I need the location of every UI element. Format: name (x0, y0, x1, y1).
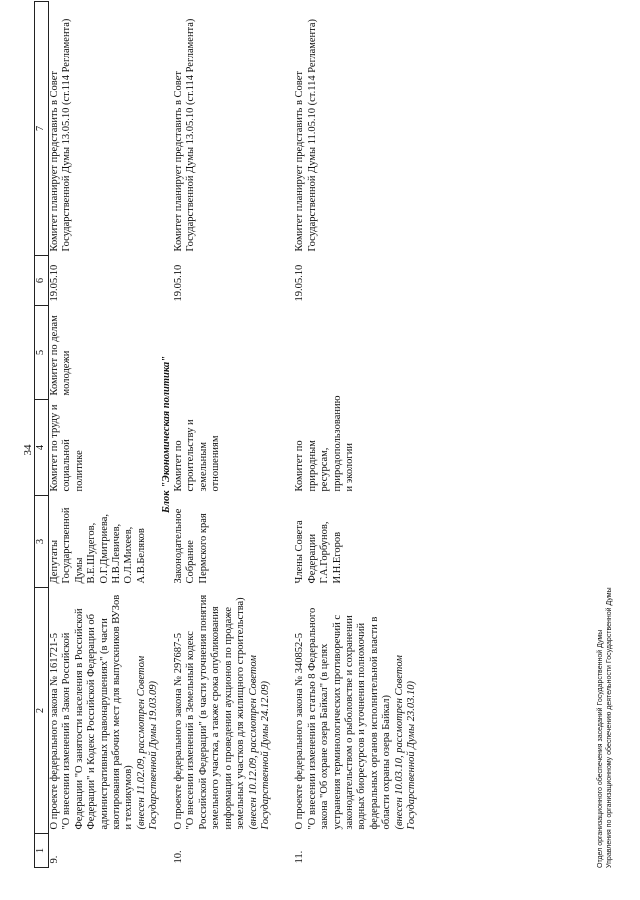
co-committee (173, 306, 272, 400)
table-row (294, 2, 418, 868)
column-number: 4 (35, 400, 49, 496)
responsible-committee: Комитет по труду и социальной политике (49, 404, 85, 492)
block-title: Блок "Экономическая политика" (160, 355, 172, 514)
column-number: 5 (35, 306, 49, 400)
item-number: 9. (49, 855, 60, 864)
review-date: 19.05.10 (294, 264, 306, 302)
bill-body: "О внесении изменений в Земельный кодекс Российской Федерации" (в части уточнения понятия земельного участка, а также срока опубликования информации о проведении аукционов по продаже земельных участков для жилищного строительства) (185, 594, 247, 830)
bill-body: "О внесении изменений в статью 8 Федерального закона "Об охране озера Байкал" (в целях устранения терминологических противоречий с законодательством о рыболовстве и сохранении водных биоресурсов и уточнения полномочий федеральных органов исполнительной власти в области охраны озера Байкал) (306, 607, 393, 830)
column-number: 1 (35, 834, 49, 868)
co-committee (294, 306, 418, 400)
bill-author: Законодательное Собрание Пермского края (173, 508, 209, 584)
bill-note: (внесен 10.03.10, рассмотрен Советом Государственной Думы 23.03.10) (393, 655, 417, 830)
responsible-committee: Комитет по строительству и земельным отношениям (173, 419, 222, 492)
bill-title: О проекте федерального закона № 161721-5 (49, 632, 60, 830)
committee-plan: Комитет планирует представить в Совет Государственной Думы 11.05.10 (ст.114 Регламента) (294, 18, 318, 252)
footer (596, 587, 614, 868)
bill-note: (внесен 11.02.09, рассмотрен Советом Государственной Думы 19.03.09) (135, 655, 160, 830)
review-date: 19.05.10 (173, 264, 185, 302)
table-row (49, 2, 161, 868)
bill-title: О проекте федерального закона № 297687-5 (173, 632, 185, 830)
review-date: 19.05.10 (49, 264, 60, 302)
column-number: 3 (35, 496, 49, 588)
spacer-row (272, 2, 294, 868)
responsible-committee: Комитет по природным ресурсам, природопользованию и экологии (294, 395, 355, 492)
committee-plan: Комитет планирует представить в Совет Государственной Думы 13.05.10 (ст.114 Регламента) (173, 18, 197, 252)
bill-note: (внесен 10.12.09, рассмотрен Советом Государственной Думы 24.12.09) (247, 655, 271, 830)
page-number: 34 (22, 444, 34, 456)
footer-line: Отдел организационного обеспечения заседаний Государственной Думы (597, 629, 604, 868)
column-number: 2 (35, 588, 49, 834)
bill-title: О проекте федерального закона № 340852-5 (294, 632, 306, 830)
bills-table (34, 1, 418, 868)
block-heading-row (161, 2, 173, 868)
bill-body: "О внесении изменений в Закон Российской Федерации "О занятости населения в Российской Федерации" и Кодекс Российской Федерации об административных правонарушениях" (в части квотирования рабочих мест для выпускников ВУЗов и техникумов) (61, 594, 135, 830)
column-number: 6 (35, 256, 49, 306)
column-number-row (35, 2, 49, 868)
bill-description (173, 588, 272, 834)
committee-plan: Комитет планирует представить в Совет Государственной Думы 13.05.10 (ст.114 Регламента) (49, 18, 73, 252)
table-row (173, 2, 272, 868)
bill-author: Депутаты Государственной Думы В.Е.Шудегов, О.Г.Дмитриева, Н.В.Левичев, О.Л.Михеев, А.В.Беляков (49, 507, 147, 584)
co-committee: Комитет по делам молодежи (49, 315, 73, 396)
footer-line: Управления по организационному обеспечению деятельности Государственной Думы (606, 587, 613, 868)
bill-author: Члены Совета Федерации Г.А.Горбунов, И.Н.Егоров (294, 520, 343, 584)
item-number: 11. (294, 850, 306, 864)
bill-description (294, 588, 418, 834)
bill-description (49, 588, 161, 834)
column-number: 7 (35, 2, 49, 256)
item-number: 10. (173, 850, 185, 864)
